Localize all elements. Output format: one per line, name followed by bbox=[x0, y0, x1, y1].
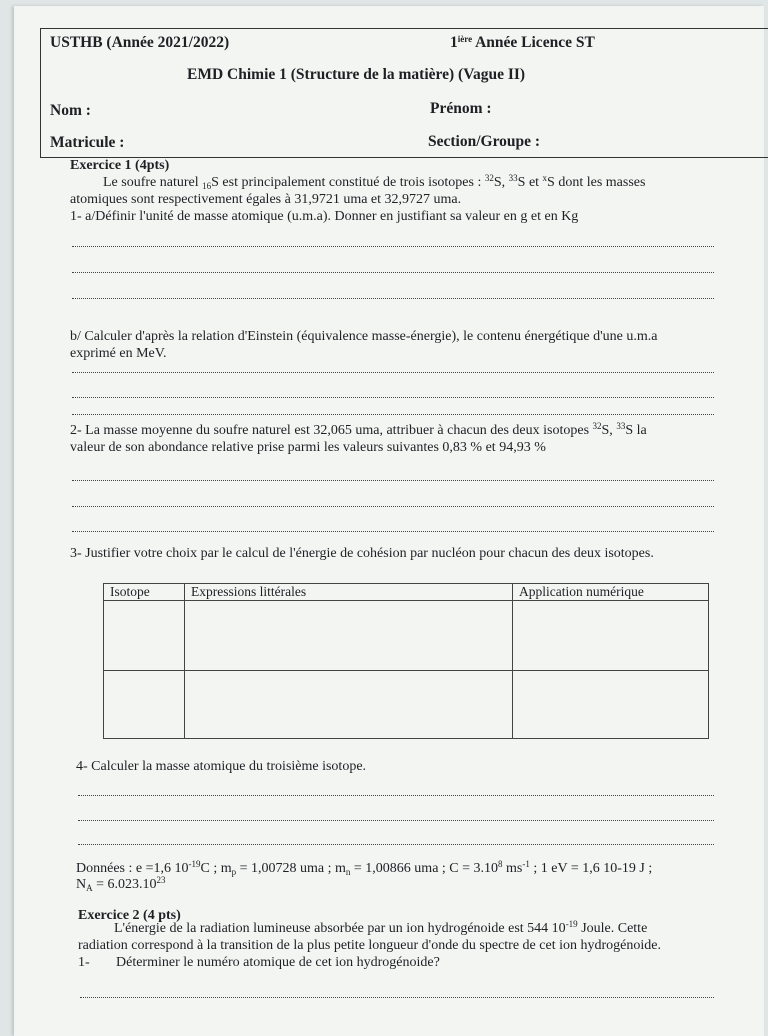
ex1-question-1b-line1: b/ Calculer d'après la relation d'Einstein (équivalence masse-énergie), le contenu énergétique d'une u.m.a bbox=[70, 329, 658, 344]
table-header-application: Application numérique bbox=[513, 584, 709, 601]
donnees-line2: $N_A = 6.023.10^{23}$ bbox=[76, 875, 166, 893]
answer-line bbox=[72, 480, 714, 481]
isotope-table bbox=[103, 583, 709, 739]
ex1-question-2-line2: valeur de son abondance relative prise parmi les valeurs suivantes 0,83 % et 94,93 % bbox=[70, 440, 546, 455]
answer-line bbox=[78, 844, 714, 845]
answer-line bbox=[72, 414, 714, 415]
table-header-row bbox=[104, 584, 709, 601]
exam-title: EMD Chimie 1 (Structure de la matière) (Vague II) bbox=[187, 66, 526, 83]
section-label: Section/Groupe : bbox=[428, 133, 541, 150]
answer-line bbox=[72, 397, 714, 398]
ex2-line2: radiation correspond à la transition de la plus petite longueur d'onde du spectre de cet ion hydrogénoide. bbox=[78, 938, 661, 953]
answer-line bbox=[72, 506, 714, 507]
ex1-question-1b-line2: exprimé en MeV. bbox=[70, 346, 167, 361]
ex2-question-1-number: 1- bbox=[78, 955, 90, 970]
table-row bbox=[104, 601, 709, 671]
ex1-question-4: 4- Calculer la masse atomique du troisième isotope. bbox=[76, 759, 367, 774]
answer-line bbox=[72, 531, 714, 532]
table-cell bbox=[185, 671, 513, 739]
exercise-1-title: Exercice 1 (4pts) bbox=[70, 158, 170, 173]
table-header-isotope: Isotope bbox=[104, 584, 185, 601]
year-level: $1^{ière}$ Année Licence ST bbox=[450, 34, 595, 51]
ex1-question-2-line1: 2- La masse moyenne du soufre naturel est 32,065 uma, attribuer à chacun des deux isotopes $^{32}$S, $^{33}$S la bbox=[70, 421, 647, 438]
university-year: USTHB (Année 2021/2022) bbox=[50, 34, 230, 51]
ex2-line1: L'énergie de la radiation lumineuse absorbée par un ion hydrogénoide est 544 $10^{-19}$ Joule. Cette bbox=[114, 919, 648, 936]
ex2-question-1: Déterminer le numéro atomique de cet ion hydrogénoide? bbox=[116, 955, 440, 970]
table-header-expressions: Expressions littérales bbox=[185, 584, 513, 601]
answer-line bbox=[80, 997, 714, 998]
ex1-intro-line1: Le soufre naturel $_{16}$S est principalement constitué de trois isotopes : $^{32}$S, $^{33}$S et $^x$S dont les masses bbox=[103, 173, 646, 191]
ex1-intro-line2: atomiques sont respectivement égales à 31,9721 uma et 32,9727 uma. bbox=[70, 192, 462, 207]
table-row bbox=[104, 671, 709, 739]
answer-line bbox=[72, 298, 714, 299]
answer-line bbox=[72, 246, 714, 247]
table-cell bbox=[513, 601, 709, 671]
answer-line bbox=[72, 372, 714, 373]
answer-line bbox=[78, 820, 714, 821]
table-cell bbox=[104, 671, 185, 739]
table-cell bbox=[104, 601, 185, 671]
table-cell bbox=[185, 601, 513, 671]
donnees-line1: Données : e =1,6 $10^{-19}C$ ; $m_p = 1,00728$ uma ; $m_n = 1,00866$ uma ; $C = 3.10^8$ $ms^{-1}$ ; 1 eV = 1,6 10-19 J ; bbox=[76, 859, 653, 877]
answer-line bbox=[78, 795, 714, 796]
exercise-2-title: Exercice 2 (4 pts) bbox=[78, 908, 181, 923]
prenom-label: Prénom : bbox=[430, 100, 492, 117]
answer-line bbox=[72, 272, 714, 273]
matricule-label: Matricule : bbox=[50, 134, 125, 151]
ex1-question-1a: 1- a/Définir l'unité de masse atomique (u.m.a). Donner en justifiant sa valeur en g et en Kg bbox=[70, 209, 579, 224]
ex1-question-3: 3- Justifier votre choix par le calcul de l'énergie de cohésion par nucléon pour chacun des deux isotopes. bbox=[70, 546, 654, 561]
nom-label: Nom : bbox=[50, 102, 91, 119]
table-cell bbox=[513, 671, 709, 739]
